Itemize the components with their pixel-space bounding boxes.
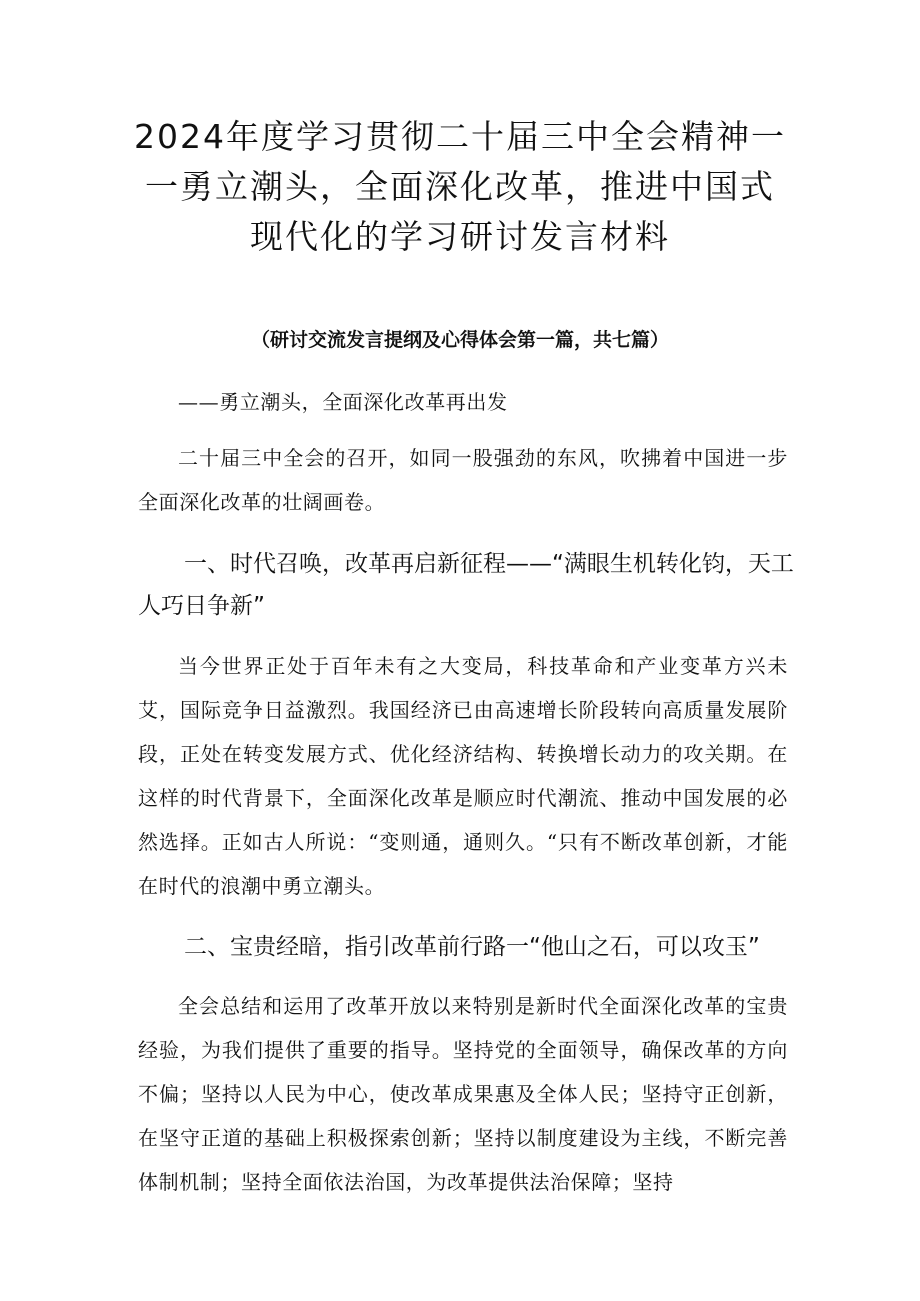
document-title	[120, 112, 800, 262]
section-1-body: 当今世界正处于百年未有之大变局，科技革命和产业变革方兴未艾，国际竞争日益激烈。我国经济已由高速增长阶段转向高质量发展阶段，正处在转变发展方式、优化经济结构、转换增长动力的攻关期。在这样的时代背景下，全面深化改革是顺应时代潮流、推动中国发展的必然选择。正如古人所说：“变则通，通则久。“只有不断改革创新，才能在时代的浪潮中勇立潮头。	[138, 654, 788, 898]
section-2-heading: 二、宝贵经暗，指引改革前行路一“他山之石，可以攻玉”	[184, 934, 760, 960]
tagline: ——勇立潮头，全面深化改革再出发	[178, 390, 508, 414]
intro-paragraph: 二十届三中全会的召开，如同一股强劲的东风，吹拂着中国进一步全面深化改革的壮阔画卷。	[138, 446, 788, 514]
title-line-1: 2024年度学习贯彻二十届三中全会精神一	[134, 117, 786, 156]
section-2-body: 全会总结和运用了改革开放以来特别是新时代全面深化改革的宝贵经验，为我们提供了重要的指导。坚持党的全面领导，确保改革的方向不偏；坚持以人民为中心，使改革成果惠及全体人民；坚持守正创新，在坚守正道的基础上积极探索创新；坚持以制度建设为主线，不断完善体制机制；坚持全面依法治国，为改革提供法治保障；坚持	[138, 994, 788, 1194]
document-subtitle: （研讨交流发言提纲及心得体会第一篇，共七篇）	[250, 329, 669, 351]
title-line-2: 一勇立潮头，全面深化改革，推进中国式	[145, 167, 775, 206]
section-1-heading: 一、时代召唤，改革再启新征程——“满眼生机转化钧，天工人巧日争新”	[138, 551, 794, 619]
title-line-3: 现代化的学习研讨发言材料	[250, 217, 670, 256]
